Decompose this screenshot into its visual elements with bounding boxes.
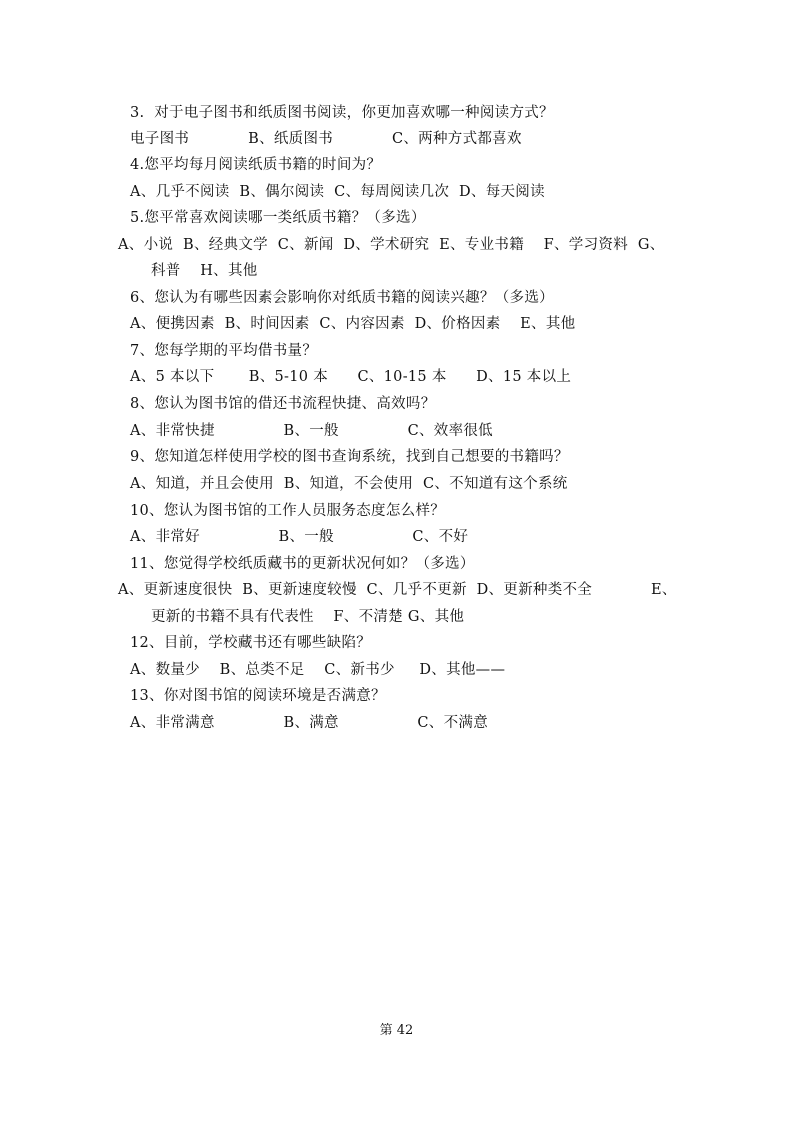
question-7-options: A、5 本以下 B、5-10 本 C、10-15 本 D、15 本以上: [130, 369, 572, 385]
question-5-options-continued: 科普 H、其他: [151, 263, 258, 279]
question-6: 6、您认为有哪些因素会影响你对纸质书籍的阅读兴趣？（多选）: [130, 290, 554, 306]
question-9: 9、您知道怎样使用学校的图书查询系统，找到自己想要的书籍吗？: [130, 449, 569, 465]
question-13: 13、你对图书馆的阅读环境是否满意？: [130, 688, 386, 704]
question-10: 10、您认为图书馆的工作人员服务态度怎么样？: [130, 503, 446, 519]
question-11: 11、您觉得学校纸质藏书的更新状况何如？（多选）: [130, 556, 475, 572]
question-4: 4.您平均每月阅读纸质书籍的时间为？: [130, 157, 382, 173]
question-7: 7、您每学期的平均借书量？: [130, 343, 318, 359]
question-11-options-continued: 更新的书籍不具有代表性 F、不清楚 G、其他: [151, 609, 465, 625]
question-5-options: A、小说 B、经典文学 C、新闻 D、学术研究 E、专业书籍 F、学习资料 G、: [118, 237, 665, 253]
question-12: 12、目前，学校藏书还有哪些缺陷？: [130, 635, 372, 651]
question-8: 8、您认为图书馆的借还书流程快捷、高效吗？: [130, 396, 436, 412]
question-6-options: A、便携因素 B、时间因素 C、内容因素 D、价格因素 E、其他: [130, 316, 576, 332]
question-11-options: A、更新速度很快 B、更新速度较慢 C、几乎不更新 D、更新种类不全 E、: [118, 582, 677, 598]
question-3: 3. 对于电子图书和纸质图书阅读，你更加喜欢哪一种阅读方式？: [130, 105, 554, 121]
question-13-options: A、非常满意 B、满意 C、不满意: [130, 715, 488, 731]
question-4-options: A、几乎不阅读 B、偶尔阅读 C、每周阅读几次 D、每天阅读: [130, 184, 545, 200]
question-3-options: 电子图书 B、纸质图书 C、两种方式都喜欢: [130, 131, 522, 147]
question-12-options: A、数量少 B、总类不足 C、新书少 D、其他——: [130, 662, 506, 678]
question-8-options: A、非常快捷 B、一般 C、效率很低: [130, 423, 493, 439]
question-10-options: A、非常好 B、一般 C、不好: [130, 529, 469, 545]
page-number: 第 42: [379, 1023, 414, 1038]
question-9-options: A、知道，并且会使用 B、知道，不会使用 C、不知道有这个系统: [130, 476, 568, 492]
question-5: 5.您平常喜欢阅读哪一类纸质书籍？（多选）: [130, 210, 426, 226]
